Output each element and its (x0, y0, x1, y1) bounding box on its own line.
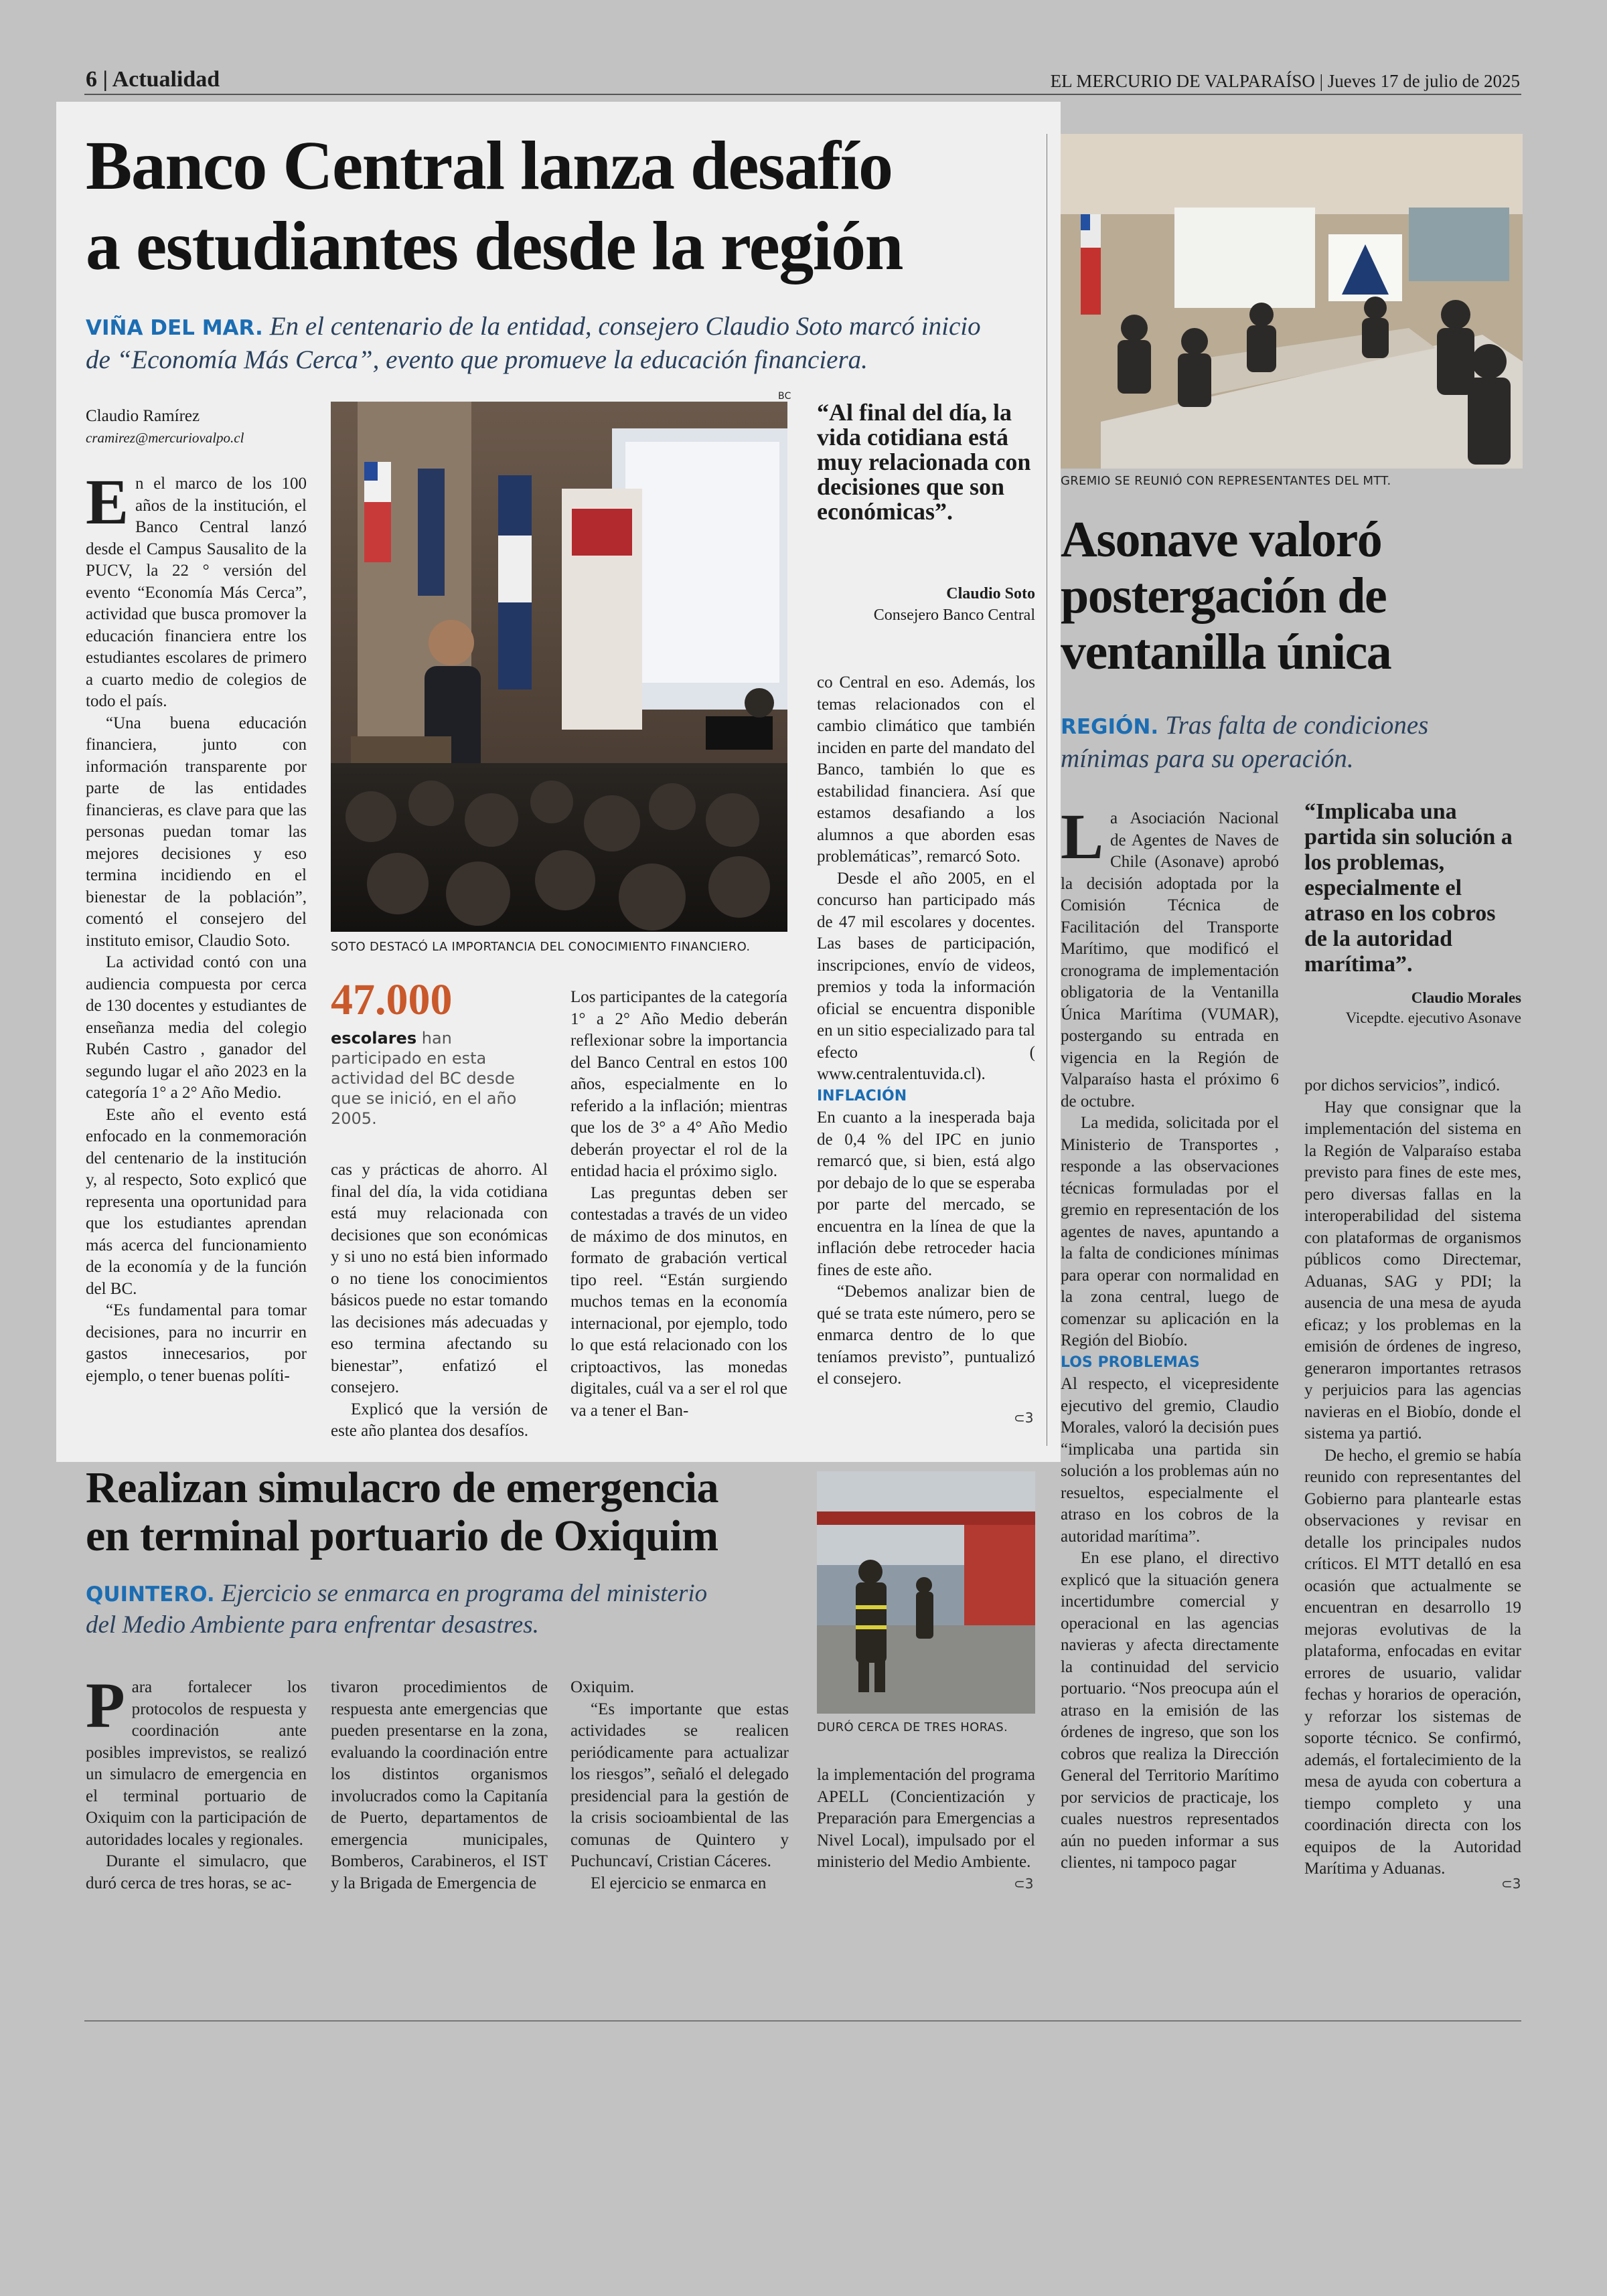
bottom-paragraph: ara fortalecer los protocolos de respuesta y coordinación ante posibles imprevistos, se realizó un simulacro de emergencia en el terminal portuario de Oxiquim con la participación de autoridades locales y regionales. (86, 1678, 307, 1849)
main-pull-quote: “Al final del día, la vida cotidiana está muy relacionada con decisiones que son económicas”. (817, 399, 1031, 525)
right-lead-line1: Tras falta de condiciones (1165, 711, 1429, 740)
right-lead-line2: mínimas para su operación. (1061, 744, 1354, 773)
right-column-2 (1304, 1075, 1521, 1880)
footer-rule (84, 2020, 1521, 2022)
main-lead-line2: de “Economía Más Cerca”, evento que promueve la educación financiera. (86, 345, 868, 374)
bottom-paragraph: Durante el simulacro, que duró cerca de tres horas, se ac- (86, 1852, 307, 1892)
right-end-mark: ⊂3 (1501, 1876, 1521, 1892)
right-headline-line3: ventanilla única (1061, 624, 1391, 680)
right-headline-line2: postergación de (1061, 568, 1387, 624)
main-lead (86, 311, 1057, 376)
main-dropcap: E (86, 466, 129, 538)
bottom-paragraph: “Es importante que estas actividades se realicen periódicamente para actualizar los riesgos”, señaló el delegado presidencial para la gestión de la crisis socioambiental de las comunas de Quintero y Puchuncaví, Cristian Cáceres. (570, 1700, 789, 1870)
meeting-photo-illustration (1061, 134, 1523, 469)
bottom-dropcap: P (86, 1669, 125, 1741)
bottom-end-mark: ⊂3 (1014, 1876, 1034, 1892)
right-subhead: LOS PROBLEMAS (1061, 1354, 1200, 1371)
byline-email: cramirez@mercuriovalpo.cl (86, 430, 244, 446)
stat-number: 47.000 (331, 975, 453, 1024)
stat-box (331, 1028, 538, 1129)
right-paragraph: por dichos servicios”, indicó. (1304, 1076, 1501, 1094)
main-paragraph: En cuanto a la inesperada baja de 0,4 % del IPC en junio remarcó que, si bien, está algo por debajo de lo que se esperaba por parte del mercado, se encuentra en la línea de que la inflación debe retroceder hacia fines de este año. (817, 1109, 1035, 1279)
main-lead-line1: En el centenario de la entidad, consejero Claudio Soto marcó inicio (269, 312, 981, 341)
main-paragraph: “Es fundamental para tomar decisiones, para no incurrir en gastos innecesarios, por ejemplo, o tener buenas políti- (86, 1301, 307, 1385)
main-subhead: INFLACIÓN (817, 1087, 907, 1104)
right-paragraph: Hay que consignar que la implementación del sistema en la Región de Valparaíso estaba previsto para fines de este mes, pero diversas fallas en la interoperabilidad del sistema con plataformas de organismos públicos como Directemar, Aduanas, SAG y PDI; la ausencia de una mesa de ayuda eficaz; y los problemas en la emisión de órdenes de ingreso, generaron importantes retrasos y perjuicios para las agencias navieras en el Biobío, donde el sistema ya partió. (1304, 1098, 1521, 1443)
main-column-1 (86, 466, 307, 1387)
main-paragraph: “Debemos analizar bien de qué se trata este número, pero se enmarca dentro de lo que teníamos previsto”, puntualizó el consejero. (817, 1283, 1035, 1388)
main-photo-caption: SOTO DESTACÓ LA IMPORTANCIA DEL CONOCIMIENTO FINANCIERO. (331, 940, 751, 954)
right-column-1 (1061, 801, 1279, 1874)
right-pull-quote: “Implicaba una partida sin solución a los problemas, especialmente el atraso en los cobros de la autoridad marítima”. (1304, 799, 1513, 977)
right-photo-caption: GREMIO SE REUNIÓ CON REPRESENTANTES DEL MTT. (1061, 474, 1391, 488)
bottom-paragraph: Oxiquim. (570, 1678, 635, 1696)
bottom-headline-line2: en terminal portuario de Oxiquim (86, 1511, 718, 1560)
right-dropcap: L (1061, 801, 1104, 872)
main-paragraph: Desde el año 2005, en el concurso han participado más de 47 mil escolares y docentes. Las bases de participación, inscripciones, envío de videos, premios y toda la información oficial se encuentra disponible en un sitio especializado para tal efecto ( www.centralentuvida.cl). (817, 869, 1035, 1083)
right-pull-quote-name: Claudio Morales (1411, 989, 1521, 1006)
main-column-3 (570, 987, 787, 1422)
main-headline-line1: Banco Central lanza desafío (86, 127, 893, 204)
main-paragraph: Este año el evento está enfocado en la conmemoración del centenario de la institución y, al respecto, Soto explicó que representa una oportunidad para que los estudiantes aprendan más acerca del funcionamiento de la economía y de la función del BC. (86, 1105, 307, 1298)
main-paragraph: La actividad contó con una audiencia compuesta por cerca de 130 docentes y estudiantes de enseñanza media del colegio Rubén Castro , ganador del segundo lugar el año 2023 en la categoría 1° a 2° Año Medio. (86, 953, 307, 1102)
main-kicker: VIÑA DEL MAR. (86, 316, 263, 340)
bottom-lead (86, 1578, 822, 1641)
right-photo (1061, 134, 1523, 469)
bottom-lead-line1: Ejercicio se enmarca en programa del ministerio (221, 1580, 708, 1607)
publication-date: EL MERCURIO DE VALPARAÍSO | Jueves 17 de julio de 2025 (1050, 71, 1520, 91)
main-headline-line2: a estudiantes desde la región (86, 208, 903, 284)
bottom-photo (817, 1471, 1035, 1714)
bottom-paragraph: El ejercicio se enmarca en (591, 1874, 767, 1892)
main-photo-credit: BC (778, 391, 791, 402)
main-paragraph: co Central en eso. Además, los temas relacionados con el cambio climático que también inciden en parte del mandato del Banco, también lo que es estabilidad financiera. Así que estamos desafiando a los alumnos a que aborden esas problemáticas”, remarcó Soto. (817, 673, 1035, 866)
stat-bold: escolares (331, 1029, 417, 1048)
right-paragraph: Al respecto, el vicepresidente ejecutivo del gremio, Claudio Morales, valoró la decisión pues “implicaba una partida sin solución a los problemas aún no resueltos, especialmente el atraso en los cobros de la autoridad marítima”. (1061, 1375, 1279, 1546)
main-paragraph: cas y prácticas de ahorro. Al final del día, la vida cotidiana está muy relacionada con decisiones que son económicas y si uno no está bien informado o no tiene los conocimientos básicos puede no estar tomando las decisiones más adecuadas y eso termina afectando su bienestar”, enfatizó el consejero. (331, 1161, 548, 1396)
stat-text: han participado en esta actividad del BC desde que se inició, en el año 2005. (331, 1029, 517, 1128)
header-rule (84, 94, 1521, 95)
right-headline-line1: Asonave valoró (1061, 511, 1382, 568)
bottom-paragraph: tivaron procedimientos de respuesta ante emergencias que pueden presentarse en la zona, evaluando la coordinación entre los distintos organismos involucrados como la Capitanía de Puerto, departamentos de emergencia municipales, Bomberos, Carabineros, el IST y la Brigada de Emergencia de (331, 1678, 548, 1892)
bottom-photo-caption: DURÓ CERCA DE TRES HORAS. (817, 1720, 1008, 1734)
bottom-paragraph: la implementación del programa APELL (Concientización y Preparación para Emergencias a Nivel Local), impulsado por el ministerio del Medio Ambiente. (817, 1766, 1035, 1871)
main-photo (331, 402, 787, 932)
bottom-headline-line1: Realizan simulacro de emergencia (86, 1463, 719, 1512)
main-paragraph: Los participantes de la categoría 1° a 2° Año Medio deberán reflexionar sobre la importancia del Banco Central en estos 100 años, especialmente en lo referido a la inflación; mientras que los de 3° a 4° Año Medio deberán proyectar el rol de la entidad hacia el próximo siglo. (570, 988, 787, 1180)
bottom-lead-line2: del Medio Ambiente para enfrentar desastres. (86, 1611, 539, 1639)
main-column-4 (817, 672, 1035, 1390)
conference-photo-illustration (331, 402, 787, 932)
bottom-kicker: QUINTERO. (86, 1582, 215, 1607)
main-pull-quote-role: Consejero Banco Central (873, 606, 1035, 624)
page-section-label: 6 | Actualidad (86, 67, 220, 92)
right-lead (1061, 710, 1523, 775)
main-paragraph: n el marco de los 100 años de la institución, el Banco Central lanzó desde el Campus Sausalito de la PUCV, la 22 ° versión del evento “Economía Más Cerca”, actividad que busca promover la educación financiera entre los estudiantes escolares de primero a cuarto medio de colegios de todo el país. (86, 475, 307, 710)
right-paragraph: De hecho, el gremio se había reunido con representantes del Gobierno para plantearle estas observaciones y revisar en detalle los principales nudos críticos. El MTT detalló en esa ocasión que actualmente se encuentran en desarrollo 19 mejoras evolutivas de la plataforma, enfocadas en evitar errores de usuario, validar fechas y horarios de operación, y reforzar los sistemas de soporte técnico. Se confirmó, además, el fortalecimiento de la mesa de ayuda con cobertura a tiempo completo y una coordinación directa con los equipos de la Autoridad Marítima y Aduanas. (1304, 1446, 1521, 1878)
right-pull-quote-role: Vicepdte. ejecutivo Asonave (1345, 1009, 1521, 1026)
bottom-column-3 (570, 1677, 789, 1894)
main-paragraph: “Una buena educación financiera, junto con información transparente por parte de las entidades financieras, es clave para que las personas puedan tomar las mejores decisiones y eso termina incidiendo en el bienestar de la población”, comentó el consejero del instituto emisor, Claudio Soto. (86, 714, 307, 950)
bottom-column-1 (86, 1669, 307, 1894)
main-pull-quote-name: Claudio Soto (946, 585, 1035, 602)
right-paragraph: La medida, solicitada por el Ministerio de Transportes , responde a las observaciones técnicas formuladas por el gremio en representación de los agentes de naves, apuntando a la falta de condiciones mínimas para operar con normalidad en la zona central, luego de comenzar su aplicación en la Región del Biobío. (1061, 1114, 1279, 1349)
main-end-mark: ⊂3 (1014, 1410, 1034, 1426)
right-paragraph: a Asociación Nacional de Agentes de Naves de Chile (Asonave) aprobó la decisión adoptada por la Comisión Técnica de Facilitación del Transporte Marítimo, que modificó el cronograma de implementación obligatoria de la Ventanilla Única Marítima (VUMAR), postergando su entrada en vigencia en la Región de Valparaíso hasta el próximo 6 de octubre. (1061, 809, 1279, 1111)
right-kicker: REGIÓN. (1061, 715, 1159, 739)
right-paragraph: En ese plano, el directivo explicó que la situación genera incertidumbre comercial y operacional en las agencias navieras y afecta directamente la continuidad del servicio portuario. “Nos preocupa aún el atraso en la emisión de las órdenes de ingreso, que son los cobros que realiza la Dirección General del Territorio Marítimo por servicios de practicaje, los cuales nuestros representados aún no pueden informar a sus clientes, ni tampoco pagar (1061, 1549, 1279, 1872)
firefighters-photo-illustration (817, 1471, 1035, 1714)
bottom-column-2 (331, 1677, 548, 1894)
main-paragraph: Explicó que la versión de este año plantea dos desafíos. (331, 1400, 548, 1440)
bottom-column-4 (817, 1765, 1035, 1874)
main-paragraph: Las preguntas deben ser contestadas a través de un video de máximo de dos minutos, en formato de grabación vertical tipo reel. “Están surgiendo muchos temas en la economía internacional, por ejemplo, todo lo que está relacionado con los criptoactivos, las monedas digitales, cuál va a ser el rol que va a tener el Ban- (570, 1183, 787, 1420)
byline-author: Claudio Ramírez (86, 407, 200, 425)
main-column-2 (331, 1159, 548, 1443)
